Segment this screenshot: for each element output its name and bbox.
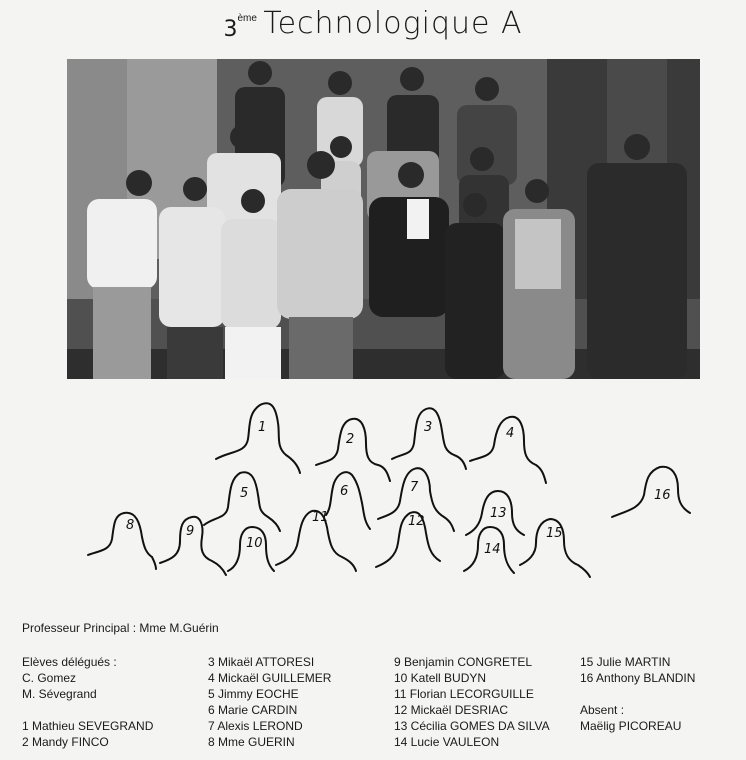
class-info xyxy=(22,620,742,755)
student-entry: 13 Cécilia GOMES DA SILVA xyxy=(394,719,550,733)
absent-label: Absent : xyxy=(580,703,625,717)
silhouette-2 xyxy=(316,419,390,481)
figure-number-1: 1 xyxy=(258,420,267,435)
silhouette-8 xyxy=(88,513,156,569)
grade-number: 3 xyxy=(223,17,238,42)
student-entry: 11 Florian LECORGUILLE xyxy=(394,687,534,701)
figure-number-14: 14 xyxy=(484,542,501,557)
student-entry: 7 Alexis LEROND xyxy=(208,719,303,733)
figure-number-2: 2 xyxy=(346,432,355,447)
identification-diagram xyxy=(80,395,700,585)
silhouette-6 xyxy=(326,472,370,529)
column-students-4 xyxy=(580,654,695,734)
silhouette-16 xyxy=(612,467,690,517)
figure-number-9: 9 xyxy=(186,524,195,539)
student-entry: 10 Katell BUDYN xyxy=(394,671,487,685)
silhouette-5 xyxy=(204,472,280,531)
figure-number-8: 8 xyxy=(126,518,135,533)
student-entry: 4 Mickaël GUILLEMER xyxy=(208,671,332,685)
student-entry: 8 Mme GUERIN xyxy=(208,735,295,749)
figure-number-6: 6 xyxy=(340,484,349,499)
figure-number-3: 3 xyxy=(424,420,433,435)
figure-number-15: 15 xyxy=(546,526,563,541)
class-photo xyxy=(67,59,700,379)
class-name: Technologique A xyxy=(263,6,523,41)
figure-number-11: 11 xyxy=(312,510,329,525)
student-entry: 2 Mandy FINCO xyxy=(22,735,109,749)
silhouette-3 xyxy=(392,408,466,469)
student-entry: 14 Lucie VAULEON xyxy=(394,735,500,749)
student-entry: 5 Jimmy EOCHE xyxy=(208,687,299,701)
figure-number-10: 10 xyxy=(246,536,263,551)
student-entry: 9 Benjamin CONGRETEL xyxy=(394,655,533,669)
absent-name: Maëlig PICOREAU xyxy=(580,719,682,733)
student-entry: 15 Julie MARTIN xyxy=(580,655,671,669)
student-entry: 6 Marie CARDIN xyxy=(208,703,298,717)
student-entry: 3 Mikaël ATTORESI xyxy=(208,655,315,669)
page-title xyxy=(0,6,746,41)
figure-number-4: 4 xyxy=(506,426,515,441)
student-entry: 1 Mathieu SEVEGRAND xyxy=(22,719,154,733)
principal-teacher: Professeur Principal : Mme M.Guérin xyxy=(22,621,219,635)
student-entry: 12 Mickaël DESRIAC xyxy=(394,703,509,717)
class-photo-image xyxy=(67,59,700,379)
figure-number-7: 7 xyxy=(410,480,419,495)
column-delegates xyxy=(22,654,153,750)
figure-number-16: 16 xyxy=(654,488,671,503)
delegate-name: M. Sévegrand xyxy=(22,687,97,701)
grade-suffix: ème xyxy=(237,13,257,24)
figure-number-12: 12 xyxy=(408,514,425,529)
delegates-label: Elèves délégués : xyxy=(22,655,117,669)
delegate-name: C. Gomez xyxy=(22,671,77,685)
column-students-2 xyxy=(208,654,331,750)
figure-number-5: 5 xyxy=(240,486,249,501)
column-students-3 xyxy=(394,654,550,750)
silhouette-1 xyxy=(216,403,300,473)
figure-number-13: 13 xyxy=(490,506,507,521)
student-entry: 16 Anthony BLANDIN xyxy=(580,671,696,685)
